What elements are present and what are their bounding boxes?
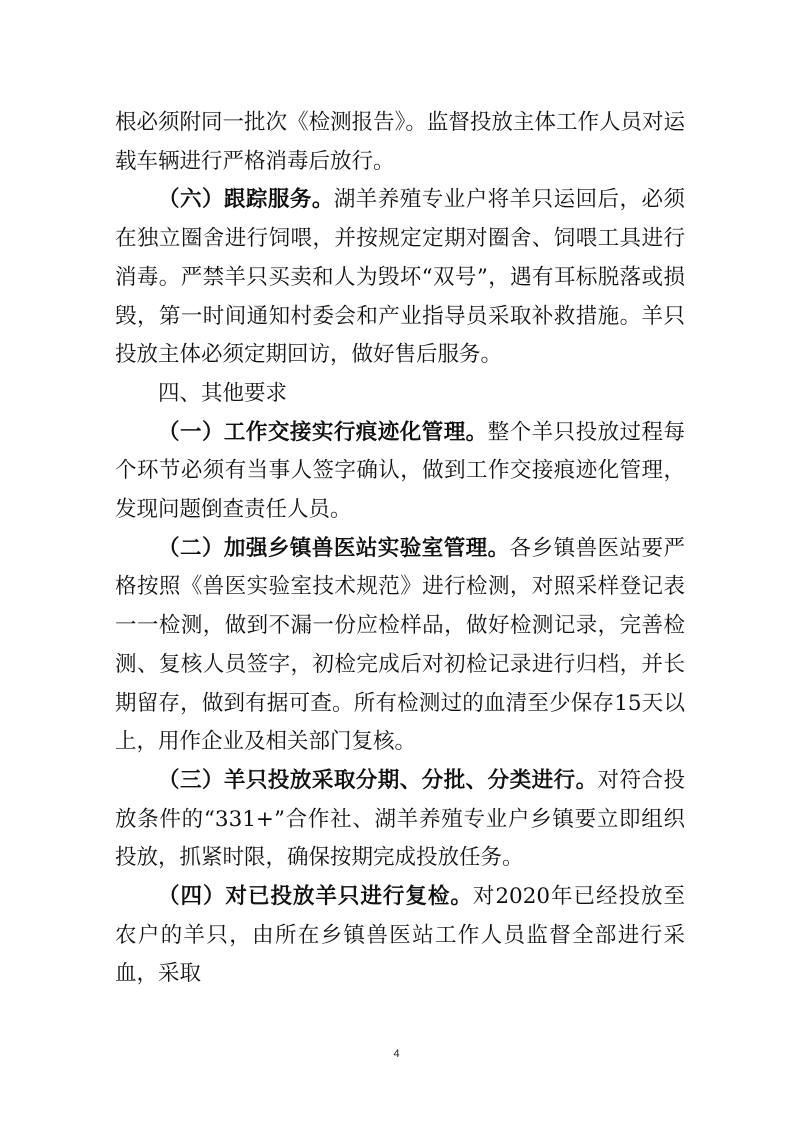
paragraph-phased-release bbox=[115, 762, 685, 878]
paragraph-text: 整个羊只投放过程每个环节必须有当事人签字确认，做到工作交接痕迹化管理，发现问题倒查责任人员。 bbox=[115, 419, 685, 523]
paragraph-recheck bbox=[115, 878, 685, 994]
paragraph-tracking-service bbox=[115, 181, 685, 375]
paragraph-lead: （四）对已投放羊只进行复检。 bbox=[158, 884, 473, 910]
paragraph-text: 对2020年已经投放至农户的羊只，由所在乡镇兽医站工作人员监督全部进行采血，采取 bbox=[115, 884, 685, 987]
paragraph-text: 湖羊养殖专业户将羊只运回后，必须在独立圈舍进行饲喂，并按规定定期对圈舍、饲喂工具进行消毒。严禁羊只买卖和人为毁坏“双号”，遇有耳标脱落或损毁，第一时间通知村委会和产业指导员采取补救措施。羊只投放主体必须定期回访，做好售后服务。 bbox=[115, 187, 685, 368]
paragraph-text: 各乡镇兽医站要严格按照《兽医实验室技术规范》进行检测，对照采样登记表一一检测，做到不漏一份应检样品，做好检测记录，完善检测、复核人员签字，初检完成后对初检记录进行归档，并长期留存，做到有据可查。所有检测过的血清至少保存15天以上，用作企业及相关部门复核。 bbox=[115, 535, 685, 755]
paragraph-lead: （三）羊只投放采取分期、分批、分类进行。 bbox=[158, 767, 598, 793]
paragraph-trace-management bbox=[115, 414, 685, 530]
paragraph-lead: （二）加强乡镇兽医站实验室管理。 bbox=[158, 535, 510, 561]
paragraph-continuation bbox=[115, 104, 685, 181]
section-heading-other-requirements: 四、其他要求 bbox=[158, 380, 288, 406]
page-number: 4 bbox=[393, 1048, 400, 1060]
paragraph-lead: （一）工作交接实行痕迹化管理。 bbox=[158, 419, 488, 445]
paragraph-lead: （六）跟踪服务。 bbox=[158, 187, 334, 213]
paragraph-text: 对符合投放条件的“331+”合作社、湖羊养殖专业户乡镇要立即组织投放，抓紧时限，确保按期完成投放任务。 bbox=[115, 767, 685, 871]
document-body bbox=[115, 104, 685, 994]
paragraph-lab-management bbox=[115, 530, 685, 762]
paragraph-text: 根必须附同一批次《检测报告》。监督投放主体工作人员对运载车辆进行严格消毒后放行。 bbox=[115, 110, 685, 174]
